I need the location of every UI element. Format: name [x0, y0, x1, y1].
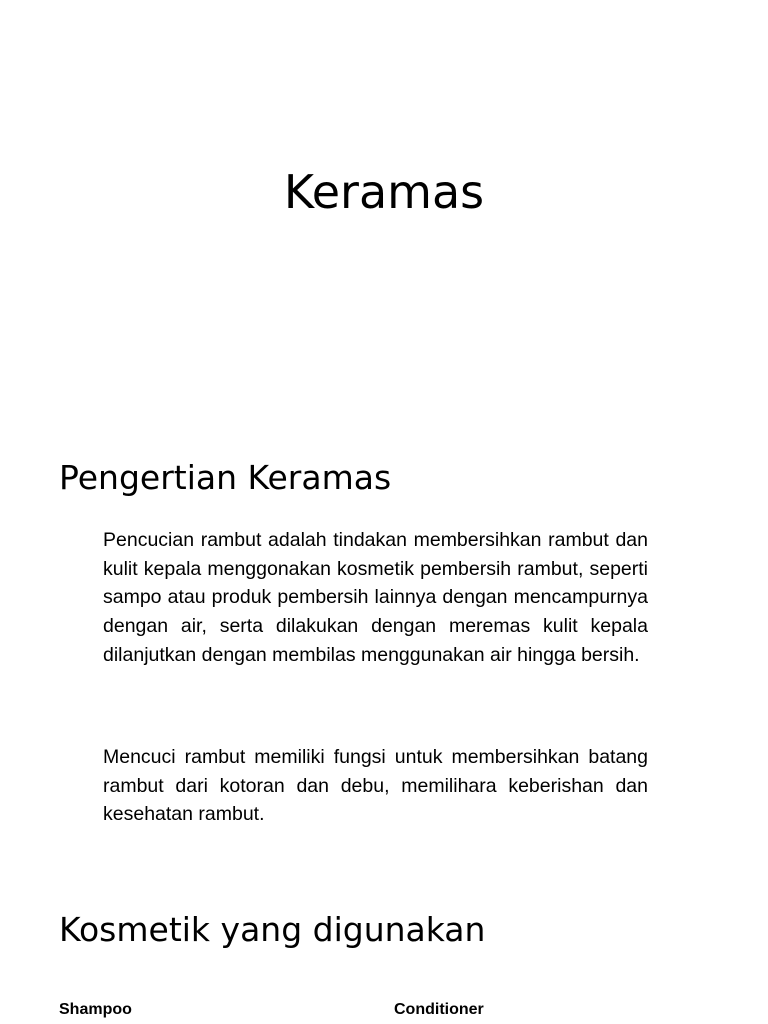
section-heading-kosmetik: Kosmetik yang digunakan: [59, 910, 486, 949]
paragraph-function: Mencuci rambut memiliki fungsi untuk membersihkan batang rambut dari kotoran dan debu, memilihara keberishan dan kesehatan rambut.: [103, 746, 648, 826]
page-title: Keramas: [283, 165, 485, 219]
section-heading-pengertian: Pengertian Keramas: [59, 458, 392, 497]
paragraph-definition: Pencucian rambut adalah tindakan membersihkan rambut dan kulit kepala menggonakan kosmetik pembersih rambut, seperti sampo atau produk pembersih lainnya dengan mencampurnya dengan air, serta dilakukan dengan meremas kulit kepala dilanjutkan dengan membilas menggunakan air hingga bersih.: [103, 529, 648, 666]
column-label-conditioner: Conditioner: [394, 1001, 484, 1018]
column-label-shampoo: Shampoo: [59, 1001, 132, 1018]
